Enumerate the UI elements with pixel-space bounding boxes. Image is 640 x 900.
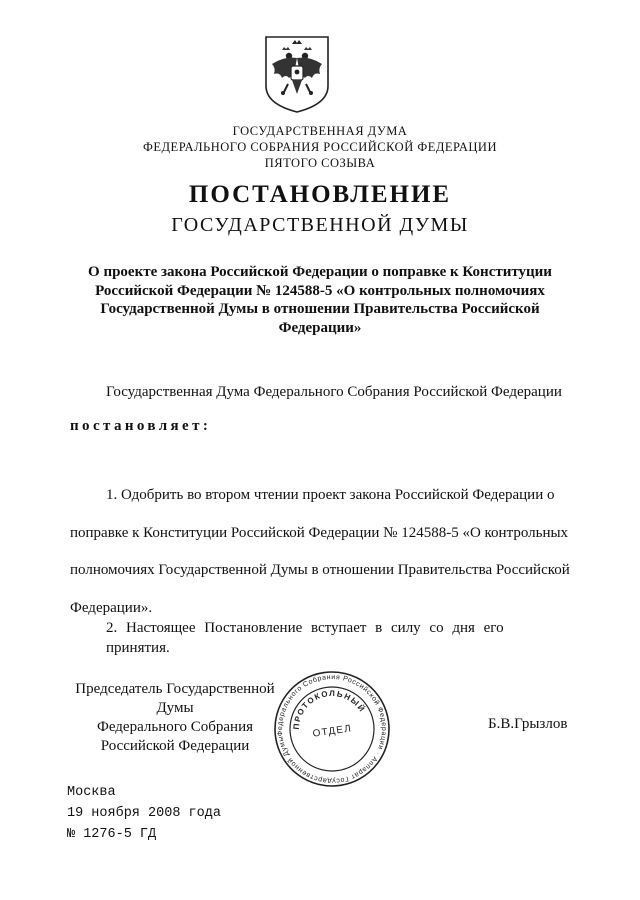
resolution-item-1-continuation: поправке к Конституции Российской Федерации № 124588-5 «О контрольных полномочиях Государственной Думы в отношении Правительства Российской Федерации». (70, 524, 570, 616)
coat-of-arms-emblem (262, 34, 332, 114)
footer-number: № 1276-5 ГД (67, 827, 157, 842)
decree-word: постановляет: (70, 418, 212, 434)
signatory-position (60, 680, 290, 756)
intro-paragraph: Государственная Дума Федерального Собрания Российской Федерации (106, 384, 562, 400)
stamp-outer-text: Федерального Собрания Российской Федерации · Аппарат Государственной Думы (276, 673, 388, 785)
signatory-position-line-2: Федерального Собрания (96, 719, 254, 735)
signatory-name: Б.В.Грызлов (488, 716, 568, 732)
document-subtitle: ГОСУДАРСТВЕННОЙ ДУМЫ (171, 214, 469, 236)
header-line-convocation: ПЯТОГО СОЗЫВА (264, 156, 376, 170)
stamp-inner-text: ПРОТОКОЛЬНЫЙ (291, 688, 367, 730)
document-footer (67, 782, 221, 845)
signatory-position-line-3: Российской Федерации (100, 738, 250, 754)
document-title: ПОСТАНОВЛЕНИЕ (188, 181, 452, 208)
document-subject: О проекте закона Российской Федерации о поправке к Конституции Российской Федерации № 124588-5 «О контрольных полномочиях Государственной Думы в отношении Правительства Российской Федерации» (88, 264, 552, 336)
resolution-item-1 (70, 477, 580, 627)
header-line-federal-assembly: ФЕДЕРАЛЬНОГО СОБРАНИЯ РОССИЙСКОЙ ФЕДЕРАЦИИ (143, 140, 497, 154)
resolution-item-1-first-line: 1. Одобрить во втором чтении проект закона Российской Федерации о (106, 487, 555, 503)
protocol-department-stamp (272, 670, 392, 788)
stamp-center-text: ОТДЕЛ (311, 723, 353, 740)
resolution-item-2: 2. Настоящее Постановление вступает в силу со дня его принятия. (106, 620, 504, 656)
footer-city: Москва (67, 785, 116, 800)
signatory-position-line-1: Председатель Государственной Думы (75, 681, 275, 716)
footer-date: 19 ноября 2008 года (67, 806, 221, 821)
header-line-duma: ГОСУДАРСТВЕННАЯ ДУМА (232, 124, 408, 138)
